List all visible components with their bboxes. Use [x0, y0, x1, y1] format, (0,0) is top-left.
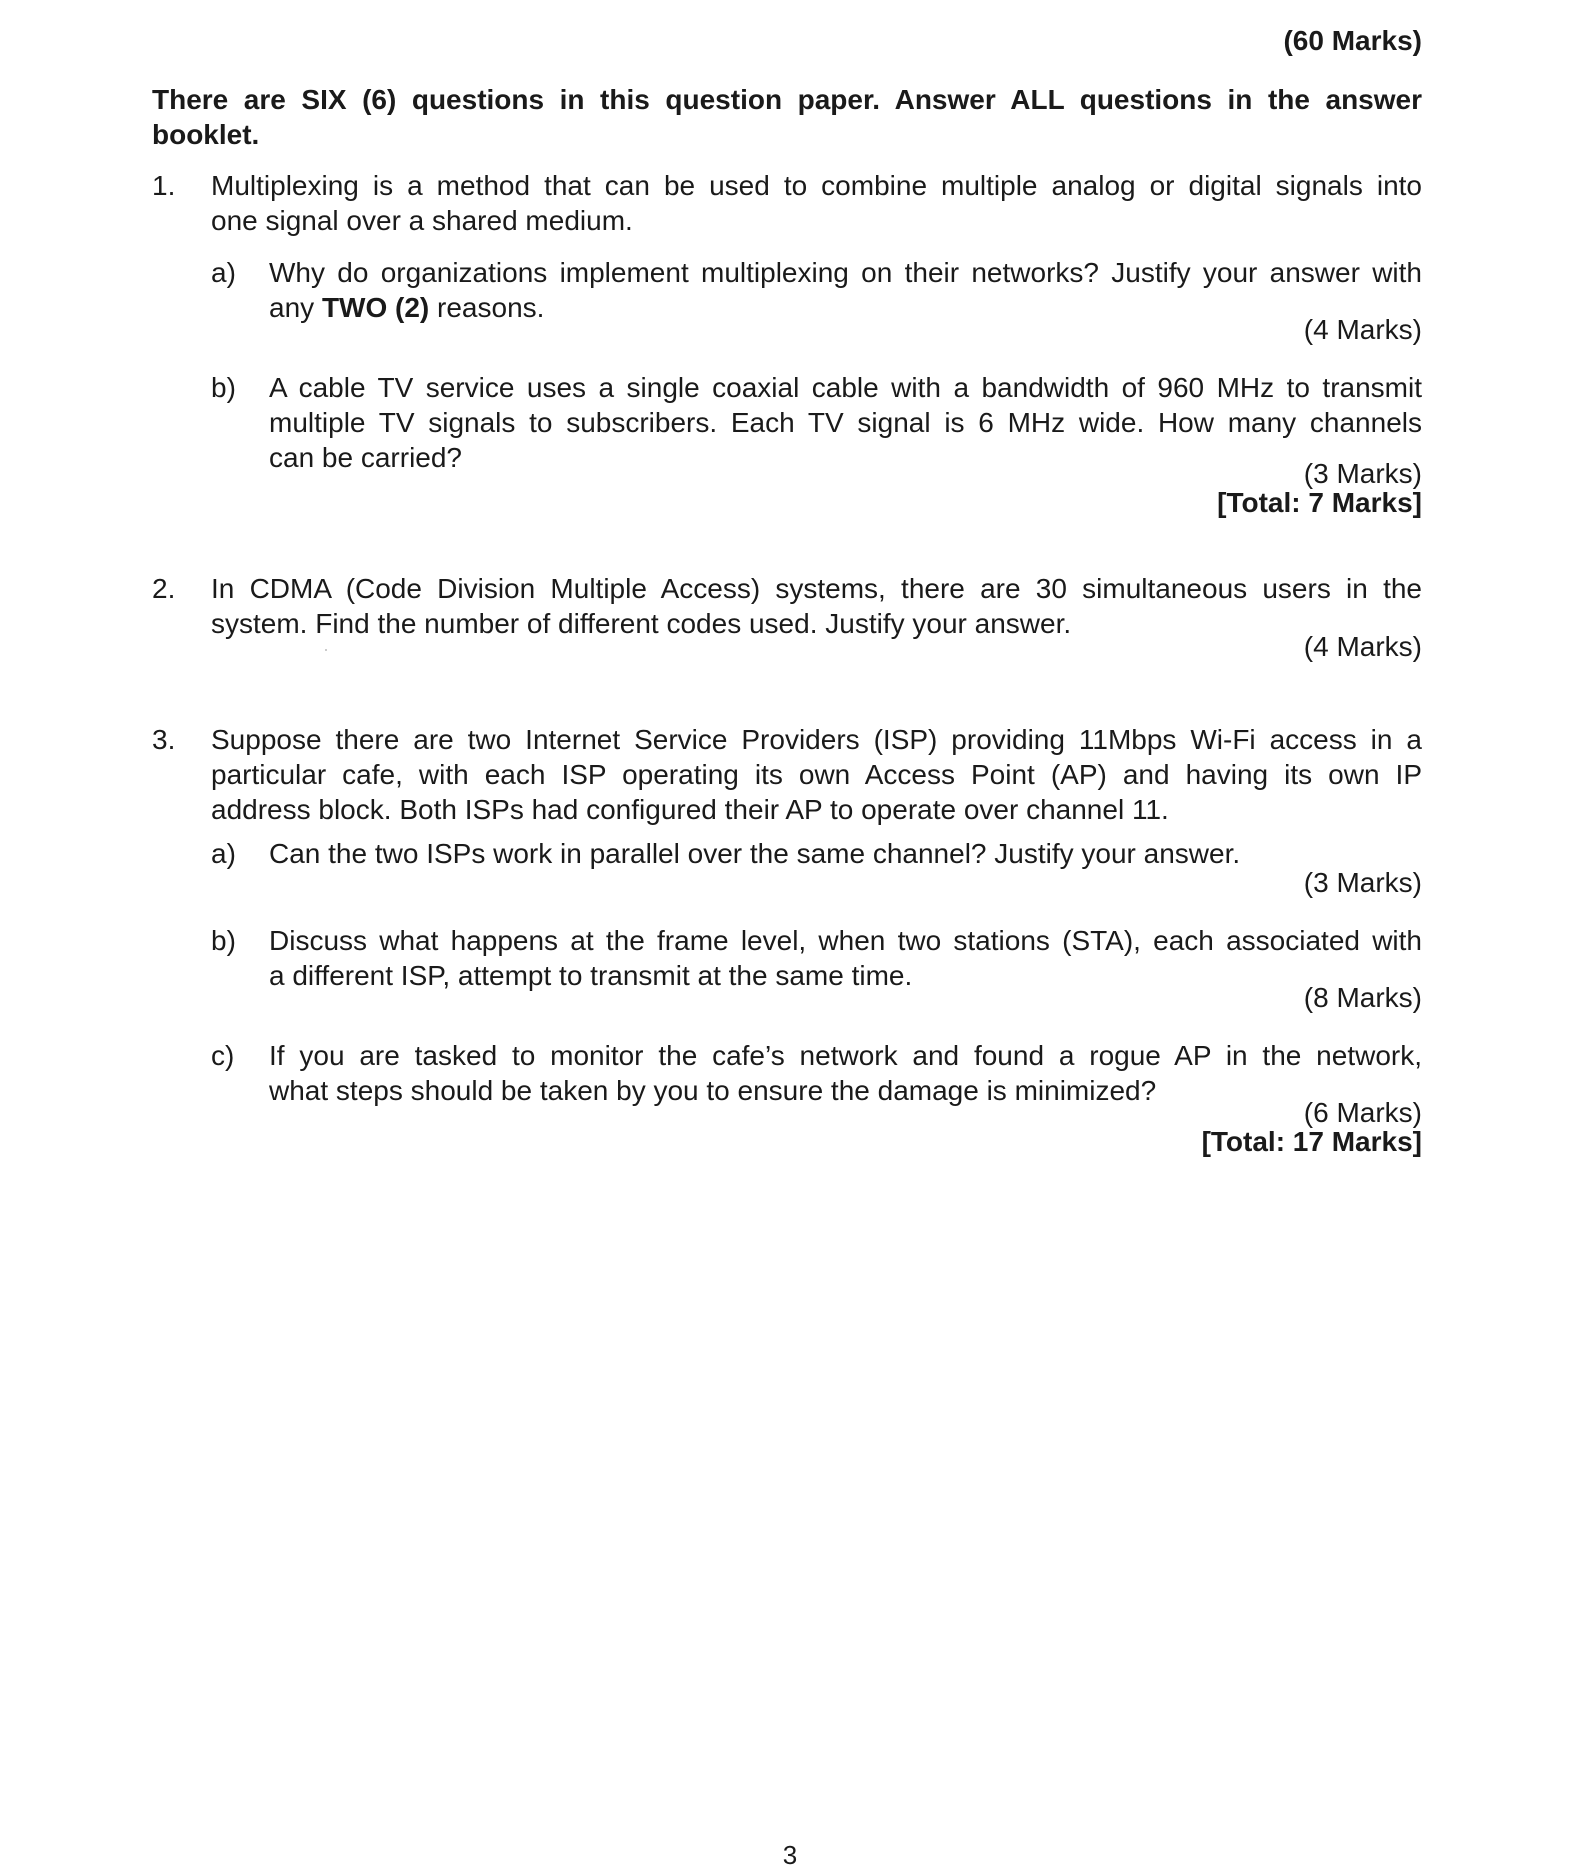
- question-2-line-1: In CDMA (Code Division Multiple Access) systems, there are 30 simultaneous users in the: [211, 573, 1422, 604]
- question-1b-text: [269, 370, 1422, 475]
- question-1-number: 1.: [152, 170, 176, 201]
- question-1-stem: [211, 168, 1422, 238]
- question-3c-line-2: what steps should be taken by you to ensure the damage is minimized?: [269, 1075, 1157, 1106]
- question-1-stem-line-2: one signal over a shared medium.: [211, 205, 633, 236]
- question-3a-text: [269, 836, 1422, 871]
- total-paper-marks: (60 Marks): [1283, 25, 1422, 56]
- question-3b-marks: (8 Marks): [1303, 982, 1422, 1013]
- question-2-marks: (4 Marks): [1303, 631, 1422, 662]
- question-3-stem-line-2: particular cafe, with each ISP operating its own Access Point (AP) and having its own IP: [211, 759, 1422, 790]
- question-3c-label: c): [211, 1040, 235, 1071]
- question-2-line-2: system. Find the number of different codes used. Justify your answer.: [211, 608, 1072, 639]
- question-1a-text: [269, 255, 1422, 325]
- question-3c-marks: (6 Marks): [1303, 1097, 1422, 1128]
- question-3a-label: a): [211, 838, 236, 869]
- question-3-total: [Total: 17 Marks]: [1201, 1126, 1422, 1157]
- question-3c-text: [269, 1038, 1422, 1108]
- question-1a-label: a): [211, 257, 236, 288]
- instructions-line-1: There are SIX (6) questions in this question paper. Answer ALL questions in the answer: [152, 84, 1422, 115]
- question-2-text: [211, 571, 1422, 641]
- question-3-number: 3.: [152, 724, 176, 755]
- question-2-number: 2.: [152, 573, 176, 604]
- scan-speck: [325, 649, 327, 651]
- question-1a-line-2-pre: any: [269, 292, 322, 323]
- question-3-stem-line-3: address block. Both ISPs had configured their AP to operate over channel 11.: [211, 794, 1169, 825]
- question-3a-marks: (3 Marks): [1303, 867, 1422, 898]
- question-1b-marks: (3 Marks): [1303, 458, 1422, 489]
- instructions: [152, 82, 1422, 152]
- question-1a-marks: (4 Marks): [1303, 314, 1422, 345]
- question-1b-label: b): [211, 372, 236, 403]
- question-3a-line-1: Can the two ISPs work in parallel over the same channel? Justify your answer.: [269, 838, 1241, 869]
- question-3-stem-line-1: Suppose there are two Internet Service Providers (ISP) providing 11Mbps Wi-Fi access in a: [211, 724, 1422, 755]
- question-1a-line-2: [269, 290, 1422, 325]
- question-1b-line-1: A cable TV service uses a single coaxial cable with a bandwidth of 960 MHz to transmit: [269, 372, 1422, 403]
- question-3-stem: [211, 722, 1422, 827]
- question-3b-text: [269, 923, 1422, 993]
- question-1b-line-3: can be carried?: [269, 442, 463, 473]
- question-3c-line-1: If you are tasked to monitor the cafe’s network and found a rogue AP in the network,: [269, 1040, 1422, 1071]
- question-3b-line-1: Discuss what happens at the frame level, when two stations (STA), each associated with: [269, 925, 1422, 956]
- question-1-total: [Total: 7 Marks]: [1217, 487, 1422, 518]
- question-3b-line-2: a different ISP, attempt to transmit at the same time.: [269, 960, 913, 991]
- question-3b-label: b): [211, 925, 236, 956]
- instructions-line-2: booklet.: [152, 119, 260, 150]
- page-number: 3: [782, 1840, 798, 1870]
- question-1a-line-2-post: reasons.: [429, 292, 545, 323]
- question-1-stem-line-1: Multiplexing is a method that can be used to combine multiple analog or digital signals into: [211, 170, 1422, 201]
- question-1a-emphasis: TWO (2): [321, 292, 430, 323]
- question-1a-line-1: Why do organizations implement multiplexing on their networks? Justify your answer with: [269, 257, 1422, 288]
- question-1b-line-2: multiple TV signals to subscribers. Each TV signal is 6 MHz wide. How many channels: [269, 407, 1422, 438]
